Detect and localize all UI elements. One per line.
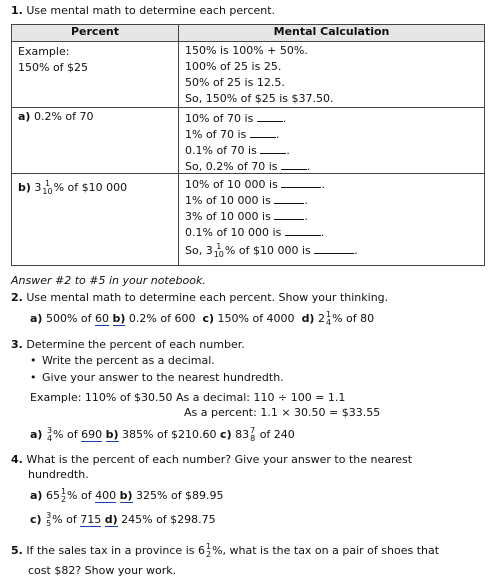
calc-text: 0.1% of 10 000 is (185, 226, 282, 239)
item-text: 385% of $210.60 (122, 428, 217, 441)
example-line: As a percent: 1.1 × 30.50 = $33.55 (184, 406, 381, 419)
calc-line: 0.1% of 70 is . (179, 141, 484, 157)
item-label: a) (30, 312, 43, 325)
question-text: Determine the percent of each number. (26, 338, 245, 351)
item-text: % of $10 000 (53, 181, 128, 194)
answer-blank[interactable] (285, 223, 321, 236)
bullet-text: Give your answer to the nearest hundredth. (42, 371, 284, 384)
item-label: b) (105, 428, 119, 441)
item-label: a) (18, 110, 31, 123)
item-label: d) (104, 513, 118, 526)
item-text: 0.2% of 600 (128, 312, 196, 325)
item-label: c) (30, 513, 42, 526)
calc-cell (179, 108, 485, 174)
fraction-denominator: 2 (205, 550, 212, 559)
percent-item-a (12, 108, 178, 125)
fraction-denominator: 10 (42, 187, 53, 196)
question-1 (11, 4, 275, 17)
fraction-denominator: 4 (325, 318, 332, 327)
item-text: 0.2% of 70 (33, 110, 94, 123)
calc-text: 10% of 10 000 is (185, 178, 278, 191)
question-4-items-row2 (30, 509, 216, 531)
mixed-whole: 83 (235, 428, 250, 441)
calc-line: 100% of 25 is 25. (185, 60, 282, 73)
answer-blank[interactable] (281, 175, 321, 188)
calc-line: 50% of 25 is 12.5. (185, 76, 285, 89)
calc-line: 1% of 70 is . (179, 125, 484, 141)
answer-blank[interactable] (281, 157, 307, 170)
mental-math-table (11, 24, 485, 266)
calc-text: 1% of 10 000 is (185, 194, 271, 207)
bullet-text: Write the percent as a decimal. (42, 354, 215, 367)
header-percent: Percent (12, 25, 179, 42)
question-text: %, what is the tax on a pair of shoes that (212, 544, 440, 557)
item-text: 150% of 4000 (217, 312, 295, 325)
bullet-item: • Give your answer to the nearest hundredth. (30, 371, 284, 384)
example-label: Example: (18, 45, 70, 58)
item-label: b) (112, 312, 126, 325)
mixed-whole: 65 (45, 489, 60, 502)
header-mental-calculation: Mental Calculation (179, 25, 485, 42)
item-label: c) (202, 312, 215, 325)
percent-cell (12, 42, 179, 108)
item-text: % of 80 (332, 312, 375, 325)
table-row (12, 174, 485, 266)
calc-text: 10% of 70 is (185, 112, 254, 125)
mixed-whole: 3 (34, 181, 42, 194)
fraction-denominator: 4 (46, 434, 53, 443)
fraction (46, 512, 51, 528)
fraction (250, 427, 255, 443)
item-link[interactable]: 60 (95, 312, 109, 325)
item-label: b) (119, 489, 133, 502)
fraction-numerator: 1 (205, 542, 212, 551)
table-row (12, 42, 485, 108)
item-text: % of (52, 513, 77, 526)
fraction-numerator: 1 (216, 242, 222, 251)
answer-blank[interactable] (314, 241, 354, 254)
item-text: % of (67, 489, 92, 502)
answer-blank[interactable] (274, 191, 304, 204)
calc-cell (179, 174, 485, 266)
calc-cell (179, 42, 485, 108)
item-label: c) (220, 428, 232, 441)
item-link[interactable]: 400 (95, 489, 117, 502)
question-text-continued: cost $82? Show your work. (28, 564, 177, 577)
percent-cell (12, 174, 179, 266)
question-4-items-row1 (30, 485, 224, 507)
question-number: 1. (11, 4, 23, 17)
calc-line: So, 150% of $25 is $37.50. (185, 92, 334, 105)
item-label: d) (301, 312, 315, 325)
table-header-row (12, 25, 485, 42)
table-row (12, 108, 485, 174)
fraction (326, 311, 331, 327)
question-number: 2. (11, 291, 23, 304)
calc-text: 3% of 10 000 is (185, 210, 271, 223)
fraction-numerator: 1 (325, 310, 332, 319)
fraction-numerator: 1 (44, 179, 51, 188)
fraction (42, 180, 52, 196)
fraction-numerator: 1 (60, 487, 67, 496)
fraction (47, 427, 52, 443)
question-2 (11, 291, 388, 304)
question-number: 4. (11, 453, 23, 466)
percent-item-b (12, 174, 178, 198)
question-4 (11, 453, 412, 466)
fraction-denominator: 10 (213, 250, 224, 259)
fraction (214, 243, 224, 259)
question-number: 5. (11, 544, 23, 557)
question-text: Use mental math to determine each percent. Show your thinking. (26, 291, 389, 304)
calc-line: 0.1% of 10 000 is . (179, 223, 484, 239)
fraction-numerator: 7 (250, 426, 256, 435)
item-text: % of (53, 428, 78, 441)
calc-text: 0.1% of 70 is (185, 144, 257, 157)
calc-line: 150% is 100% + 50%. (185, 44, 308, 57)
fraction-numerator: 3 (46, 426, 53, 435)
example-line: Example: 110% of $30.50 As a decimal: 110 ÷ 100 = 1.1 (30, 391, 346, 404)
calc-line: 10% of 10 000 is . (179, 175, 484, 191)
calc-line: 3% of 10 000 is . (179, 207, 484, 223)
calc-line: So, 3 1 10 % of $10 000 is . (185, 242, 358, 259)
item-link[interactable]: 690 (81, 428, 103, 441)
item-text: 325% of $89.95 (136, 489, 224, 502)
fraction-denominator: 2 (60, 495, 67, 504)
calc-line: 1% of 10 000 is . (179, 191, 484, 207)
question-text: Use mental math to determine each percent. (26, 4, 276, 17)
question-text: If the sales tax in a province is 6 (26, 544, 205, 557)
question-text-continued: hundredth. (28, 468, 89, 481)
question-number: 3. (11, 338, 23, 351)
fraction (206, 543, 211, 559)
item-text: 500% of (45, 312, 92, 325)
answer-blank[interactable] (274, 207, 304, 220)
item-text: of 240 (259, 428, 295, 441)
fraction (61, 488, 66, 504)
item-label: a) (30, 489, 43, 502)
fraction-denominator: 8 (250, 434, 256, 443)
fraction-numerator: 3 (46, 511, 52, 520)
calc-text: % of $10 000 is (224, 244, 311, 257)
question-3 (11, 338, 245, 351)
item-label: a) (30, 428, 43, 441)
question-5 (11, 540, 439, 562)
answer-blank[interactable] (257, 109, 283, 122)
notebook-instruction: Answer #2 to #5 in your notebook. (11, 274, 206, 287)
item-label: b) (18, 181, 31, 194)
percent-cell (12, 108, 179, 174)
fraction-denominator: 5 (46, 519, 52, 528)
calc-line: 10% of 70 is . (179, 109, 484, 125)
item-link[interactable]: 715 (80, 513, 102, 526)
mixed-whole: 2 (317, 312, 325, 325)
calc-text: 1% of 70 is (185, 128, 247, 141)
question-3-items (30, 424, 295, 446)
question-2-items (30, 310, 374, 328)
question-text: What is the percent of each number? Give your answer to the nearest (26, 453, 413, 466)
answer-blank[interactable] (260, 141, 286, 154)
calc-text: So, 3 (185, 244, 213, 257)
example-percent: 150% of $25 (18, 61, 89, 74)
calc-text: So, 0.2% of 70 is (185, 160, 278, 173)
answer-blank[interactable] (250, 125, 276, 138)
item-text: 245% of $298.75 (121, 513, 216, 526)
calc-line: So, 0.2% of 70 is . (179, 157, 484, 173)
bullet-item: • Write the percent as a decimal. (30, 354, 215, 367)
